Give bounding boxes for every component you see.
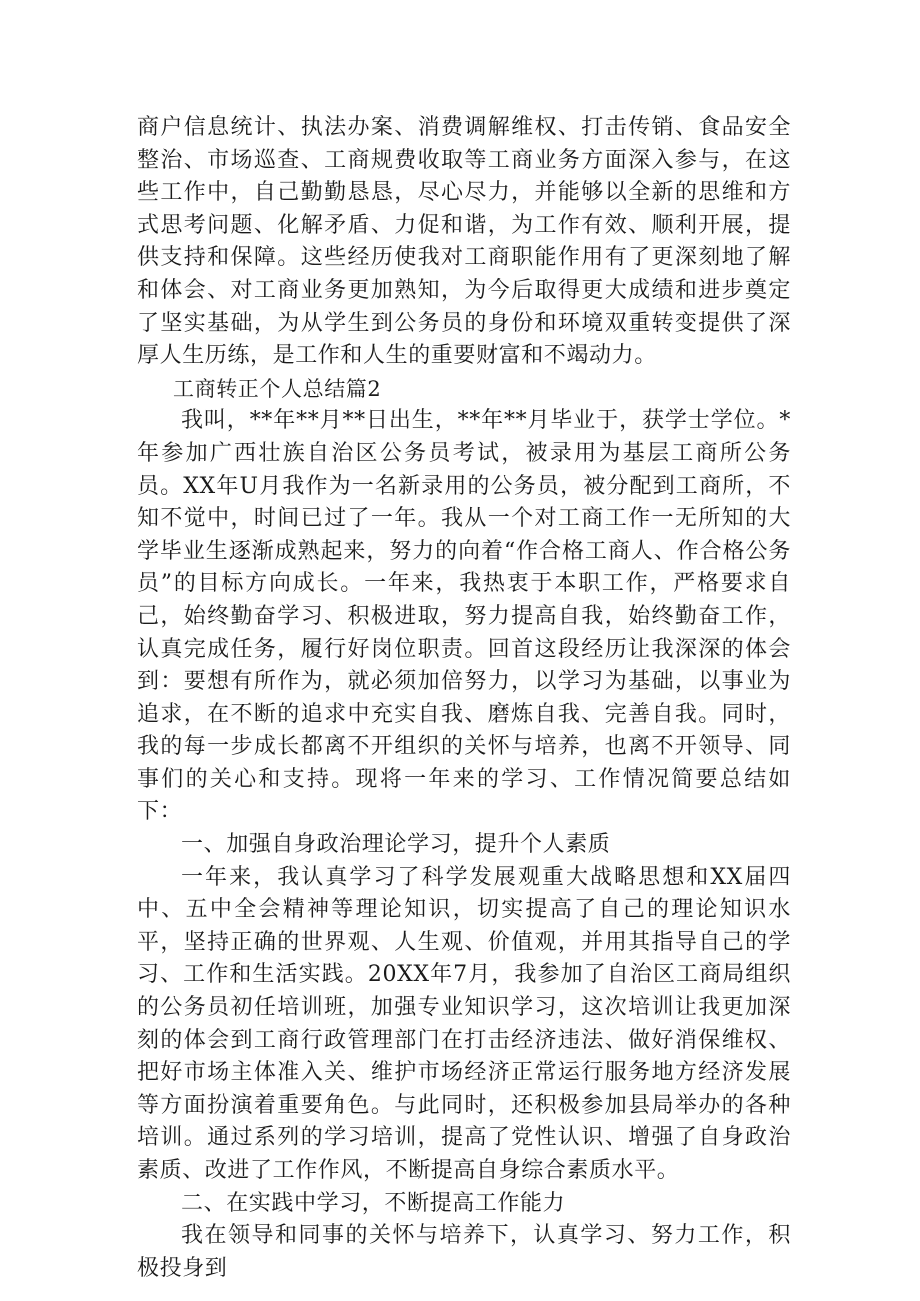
paragraph-intro: 我叫，**年**月**日出生，**年**月毕业于，获学士学位。*年参加广西壮族自治区公务员考试，被录用为基层工商所公务员。XX年U月我作为一名新录用的公务员，被分配到工商所，不知不觉中，时间已过了一年。我从一个对工商工作一无所知的大学毕业生逐渐成熟起来，努力的向着“作合格工商人、作合格公务员”的目标方向成长。一年来，我热衷于本职工作，严格要求自己，始终勤奋学习、积极进取，努力提高自我，始终勤奋工作，认真完成任务，履行好岗位职责。回首这段经历让我深深的体会到：要想有所作为，就必须加倍努力，以学习为基础，以事业为追求，在不断的追求中充实自我、磨炼自我、完善自我。同时，我的每一步成长都离不开组织的关怀与培养，也离不开领导、同事们的关心和支持。现将一年来的学习、工作情况简要总结如下： xyxy=(137,408,791,825)
heading-political-study: 一、加强自身政治理论学习，提升个人素质 xyxy=(181,832,611,858)
paragraph-continuation: 商户信息统计、执法办案、消费调解维权、打击传销、食品安全整治、市场巡查、工商规费收取等工商业务方面深入参与，在这些工作中，自己勤勤恳恳，尽心尽力，并能够以全新的思维和方式思考问题、化解矛盾、力促和谐，为工作有效、顺利开展，提供支持和保障。这些经历使我对工商职能作用有了更深刻地了解和体会、对工商业务更加熟知，为今后取得更大成绩和进步奠定了坚实基础，为从学生到公务员的身份和环境双重转变提供了深厚人生历练，是工作和人生的重要财富和不竭动力。 xyxy=(137,115,791,369)
heading-practice: 二、在实践中学习，不断提高工作能力 xyxy=(181,1190,566,1216)
section-title: 工商转正个人总结篇2 xyxy=(173,376,382,401)
paragraph-study: 一年来，我认真学习了科学发展观重大战略思想和XX届四中、五中全会精神等理论知识，切实提高了自己的理论知识水平，坚持正确的世界观、人生观、价值观，并用其指导自己的学习、工作和生活实践。20XX年7月，我参加了自治区工商局组织的公务员初任培训班，加强专业知识学习，这次培训让我更加深刻的体会到工商行政管理部门在打击经济违法、做好消保维权、把好市场主体准入关、维护市场经济正常运行服务地方经济发展等方面扮演着重要角色。与此同时，还积极参加县局举办的各种培训。通过系列的学习培训，提高了党性认识、增强了自身政治素质、改进了工作作风，不断提高自身综合素质水平。 xyxy=(137,864,791,1183)
paragraph-practice: 我在领导和同事的关怀与培养下，认真学习、努力工作，积极投身到 xyxy=(137,1223,791,1281)
document-body xyxy=(137,112,791,1285)
